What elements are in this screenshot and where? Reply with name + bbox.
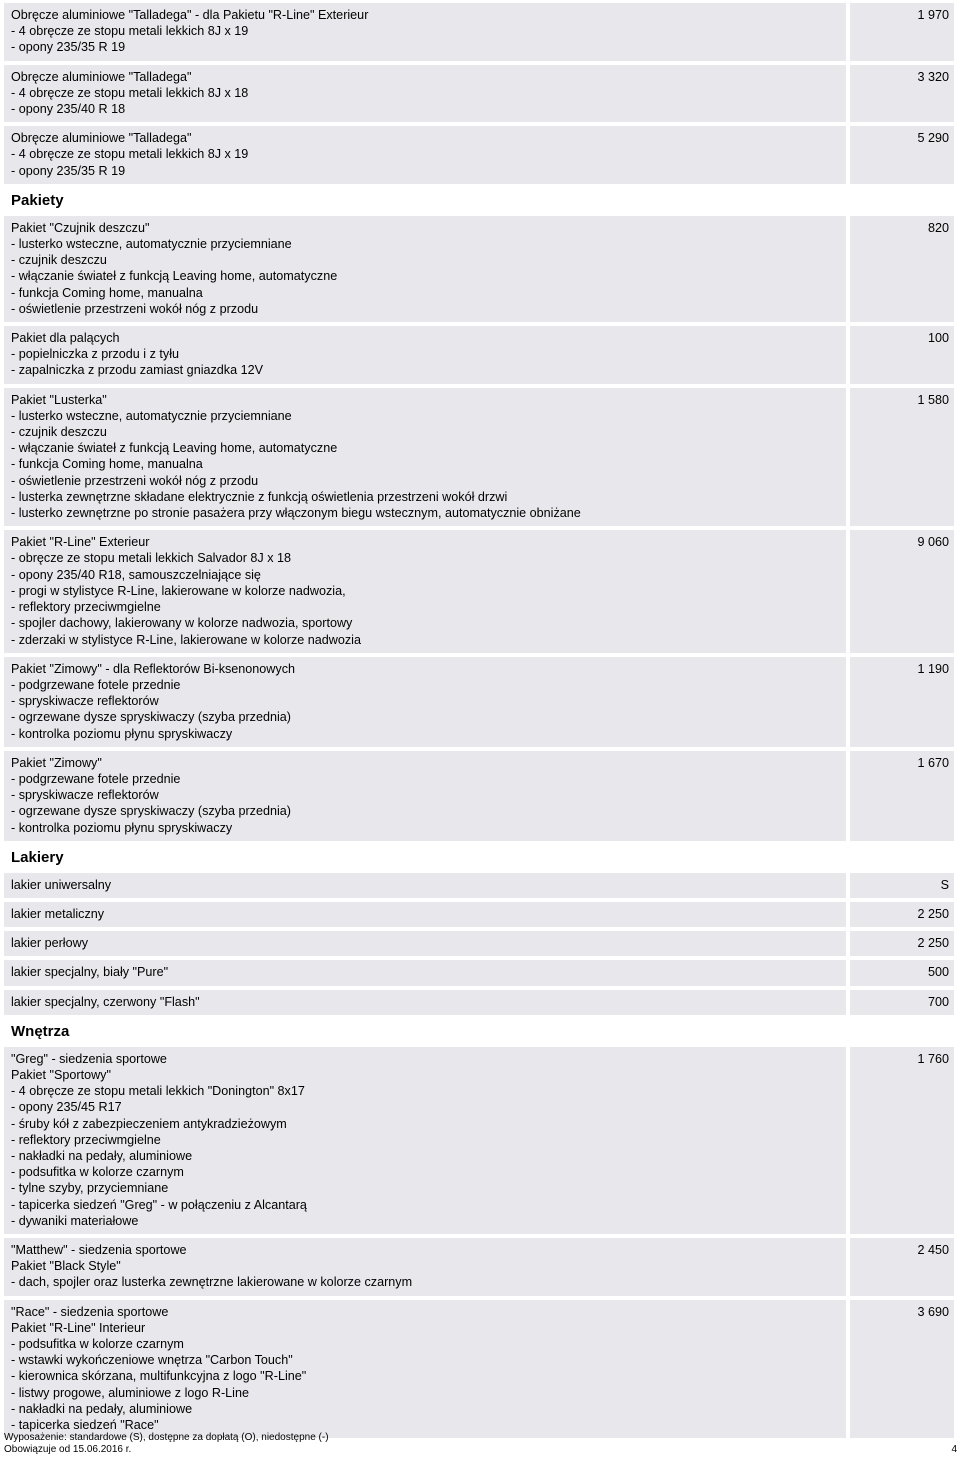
description-line: - 4 obręcze ze stopu metali lekkich "Donington" 8x17: [11, 1084, 305, 1099]
option-row: [4, 960, 954, 985]
option-row: [4, 902, 954, 927]
description-line: Pakiet "Zimowy": [11, 755, 102, 770]
description-line: Pakiet "Czujnik deszczu": [11, 220, 150, 235]
description-line: Obręcze aluminiowe "Talladega" - dla Pakietu "R-Line" Exterieur: [11, 8, 369, 22]
option-description: [4, 902, 846, 927]
description-line: - podgrzewane fotele przednie: [11, 677, 181, 692]
option-description: [4, 1047, 846, 1234]
option-description: [4, 1238, 846, 1296]
description-line: Pakiet "Lusterka": [11, 392, 107, 407]
description-line: - popielniczka z przodu i z tyłu: [11, 347, 179, 362]
description-line: - tapicerka siedzeń "Race": [11, 1418, 159, 1433]
description-line: - podsufitka w kolorze czarnym: [11, 1165, 184, 1180]
option-row: [4, 1300, 954, 1439]
description-line: - reflektory przeciwmgielne: [11, 600, 161, 615]
option-row: [4, 65, 954, 123]
description-line: lakier specjalny, biały "Pure": [11, 965, 169, 980]
description-line: - funkcja Coming home, manualna: [11, 457, 203, 472]
option-price: 5 290: [850, 126, 954, 184]
description-line: Pakiet "Black Style": [11, 1259, 121, 1274]
description-line: lakier metaliczny: [11, 906, 105, 921]
option-row: [4, 931, 954, 956]
description-line: - kierownica skórzana, multifunkcyjna z logo "R-Line": [11, 1369, 307, 1384]
description-line: Pakiet "Sportowy": [11, 1067, 111, 1082]
description-line: lakier specjalny, czerwony "Flash": [11, 994, 200, 1009]
description-line: - kontrolka poziomu płynu spryskiwaczy: [11, 726, 233, 741]
description-line: - opony 235/35 R 19: [11, 40, 126, 55]
description-line: - progi w stylistyce R-Line, lakierowane w kolorze nadwozia,: [11, 583, 346, 598]
description-line: - 4 obręcze ze stopu metali lekkich 8J x 18: [11, 85, 249, 100]
description-line: - reflektory przeciwmgielne: [11, 1132, 161, 1147]
option-description: [4, 990, 846, 1015]
description-line: - oświetlenie przestrzeni wokół nóg z przodu: [11, 301, 259, 316]
option-description: [4, 388, 846, 527]
option-price: 1 670: [850, 751, 954, 841]
section-heading: Pakiety: [11, 191, 64, 209]
description-line: - nakładki na pedały, aluminiowe: [11, 1401, 193, 1416]
option-row: [4, 1238, 954, 1296]
option-row: [4, 326, 954, 384]
description-line: - spryskiwacze reflektorów: [11, 694, 159, 709]
option-price: 100: [850, 326, 954, 384]
description-line: - lusterka zewnętrzne składane elektrycznie z funkcją oświetlenia przestrzeni wokół drzwi: [11, 489, 508, 504]
section-heading: Wnętrza: [11, 1022, 70, 1040]
description-line: - zapalniczka z przodu zamiast gniazdka 12V: [11, 363, 264, 378]
equipment-legend: Wyposażenie: standardowe (S), dostępne za dopłatą (O), niedostępne (-): [4, 1432, 329, 1443]
description-line: Pakiet dla palących: [11, 331, 120, 346]
option-row: [4, 1047, 954, 1234]
description-line: - tylne szyby, przyciemniane: [11, 1181, 169, 1196]
option-price: 1 970: [850, 3, 954, 61]
option-description: [4, 126, 846, 184]
option-description: [4, 751, 846, 841]
option-row: [4, 873, 954, 898]
description-line: - 4 obręcze ze stopu metali lekkich 8J x 19: [11, 147, 249, 162]
description-line: - opony 235/40 R 18: [11, 102, 126, 117]
description-line: - lusterko wsteczne, automatycznie przyciemniane: [11, 237, 292, 252]
description-line: "Greg" - siedzenia sportowe: [11, 1051, 167, 1066]
description-line: - 4 obręcze ze stopu metali lekkich 8J x 19: [11, 24, 249, 39]
option-description: [4, 326, 846, 384]
option-price: 1 760: [850, 1047, 954, 1234]
option-price: 9 060: [850, 530, 954, 652]
description-line: - lusterko wsteczne, automatycznie przyciemniane: [11, 408, 292, 423]
option-description: [4, 1300, 846, 1439]
section-heading: Lakiery: [11, 848, 64, 866]
option-price: 700: [850, 990, 954, 1015]
option-price: 2 450: [850, 1238, 954, 1296]
description-line: - włączanie świateł z funkcją Leaving home, automatyczne: [11, 269, 338, 284]
option-price: S: [850, 873, 954, 898]
description-line: - kontrolka poziomu płynu spryskiwaczy: [11, 820, 233, 835]
description-line: - dach, spojler oraz lusterka zewnętrzne lakierowane w kolorze czarnym: [11, 1275, 413, 1290]
description-line: Pakiet "Zimowy" - dla Reflektorów Bi-ksenonowych: [11, 661, 296, 676]
description-line: - wstawki wykończeniowe wnętrza "Carbon Touch": [11, 1353, 293, 1368]
description-line: - czujnik deszczu: [11, 253, 107, 268]
price-list: [4, 3, 954, 1442]
option-price: 3 690: [850, 1300, 954, 1439]
description-line: - nakładki na pedały, aluminiowe: [11, 1148, 193, 1163]
option-price: 1 580: [850, 388, 954, 527]
description-line: - obręcze ze stopu metali lekkich Salvador 8J x 18: [11, 551, 291, 566]
page-footer: [4, 1432, 957, 1456]
description-line: "Race" - siedzenia sportowe: [11, 1304, 169, 1319]
description-line: - lusterko zewnętrzne po stronie pasażera przy włączonym biegu wstecznym, automatycznie obniżane: [11, 506, 581, 521]
description-line: - listwy progowe, aluminiowe z logo R-Line: [11, 1385, 249, 1400]
description-line: Obręcze aluminiowe "Talladega": [11, 69, 192, 84]
description-line: - oświetlenie przestrzeni wokół nóg z przodu: [11, 473, 259, 488]
option-price: 1 190: [850, 657, 954, 747]
description-line: Obręcze aluminiowe "Talladega": [11, 131, 192, 146]
description-line: - spryskiwacze reflektorów: [11, 788, 159, 803]
option-row: [4, 216, 954, 322]
description-line: - opony 235/35 R 19: [11, 163, 126, 178]
description-line: - podgrzewane fotele przednie: [11, 771, 181, 786]
option-row: [4, 990, 954, 1015]
description-line: - tapicerka siedzeń "Greg" - w połączeniu z Alcantarą: [11, 1197, 307, 1212]
option-description: [4, 931, 846, 956]
description-line: - zderzaki w stylistyce R-Line, lakierowane w kolorze nadwozia: [11, 632, 361, 647]
page-number: 4: [951, 1444, 957, 1455]
description-line: Pakiet "R-Line" Exterieur: [11, 535, 150, 550]
description-line: - opony 235/40 R18, samouszczelniające się: [11, 567, 261, 582]
description-line: lakier perłowy: [11, 936, 88, 951]
option-description: [4, 65, 846, 123]
option-price: 2 250: [850, 902, 954, 927]
option-description: [4, 657, 846, 747]
description-line: "Matthew" - siedzenia sportowe: [11, 1242, 187, 1257]
description-line: Pakiet "R-Line" Interieur: [11, 1320, 146, 1335]
description-line: - włączanie świateł z funkcją Leaving home, automatyczne: [11, 441, 338, 456]
description-line: - śruby kół z zabezpieczeniem antykradzieżowym: [11, 1116, 287, 1131]
description-line: - spojler dachowy, lakierowany w kolorze nadwozia, sportowy: [11, 616, 353, 631]
option-description: [4, 3, 846, 61]
option-description: [4, 216, 846, 322]
option-price: 3 320: [850, 65, 954, 123]
option-row: [4, 657, 954, 747]
description-line: - opony 235/45 R17: [11, 1100, 122, 1115]
description-line: - ogrzewane dysze spryskiwaczy (szyba przednia): [11, 804, 291, 819]
option-row: [4, 530, 954, 652]
description-line: lakier uniwersalny: [11, 877, 112, 892]
description-line: - ogrzewane dysze spryskiwaczy (szyba przednia): [11, 710, 291, 725]
description-line: - podsufitka w kolorze czarnym: [11, 1337, 184, 1351]
option-price: 2 250: [850, 931, 954, 956]
option-row: [4, 3, 954, 61]
option-description: [4, 873, 846, 898]
valid-from-date: Obowiązuje od 15.06.2016 r.: [4, 1444, 132, 1455]
description-line: - dywaniki materiałowe: [11, 1213, 139, 1228]
option-row: [4, 126, 954, 184]
option-description: [4, 530, 846, 652]
description-line: - czujnik deszczu: [11, 425, 107, 440]
option-row: [4, 751, 954, 841]
description-line: - funkcja Coming home, manualna: [11, 285, 203, 300]
option-price: 500: [850, 960, 954, 985]
option-price: 820: [850, 216, 954, 322]
option-description: [4, 960, 846, 985]
option-row: [4, 388, 954, 527]
